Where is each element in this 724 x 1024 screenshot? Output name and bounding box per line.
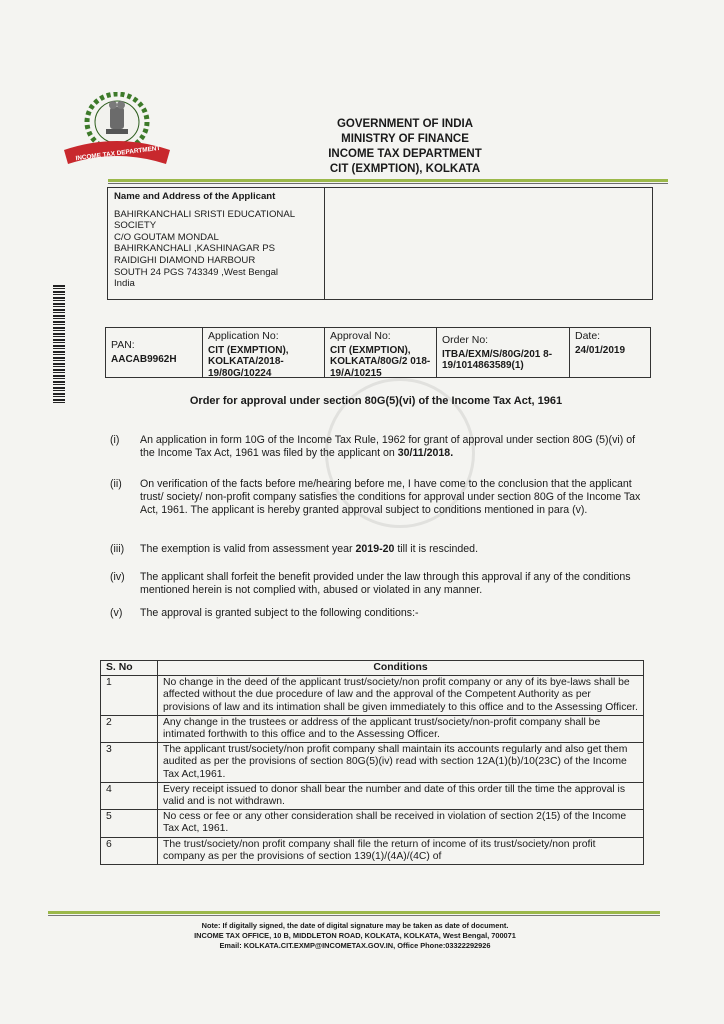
application-label: Application No:: [208, 330, 279, 342]
order-title: Order for approval under section 80G(5)(vi) of the Income Tax Act, 1961: [189, 395, 563, 407]
footer-contact: Email: KOLKATA.CIT.EXMP@INCOMETAX.GOV.IN, Office Phone:03322292926: [219, 941, 491, 950]
paragraph-text: On verification of the facts before me/hearing before me, I have come to the conclusion that the applicant trust/ society/ non-profit company satisfies the conditions for approval under section 80G of the Income Tax Act, 1961. The applicant is hereby granted approval subject to conditions mentioned in para (v).: [140, 478, 641, 516]
applicant-blank-cell: [325, 188, 652, 299]
header-divider: [108, 179, 668, 182]
condition-text: The applicant trust/society/non profit company shall maintain its accounts regularly and also get them audited as per the provisions of section 80G(5)(iv) read with section 12A(1)(b)/10(23C) of the Income Tax Act,1961.: [158, 743, 644, 783]
footer-divider: [48, 911, 660, 914]
applicant-box: [107, 187, 653, 300]
state-emblem-icon: [58, 92, 176, 178]
header-divider-thin: [108, 183, 668, 184]
table-row: [101, 782, 644, 809]
approval-value: CIT (EXMPTION), KOLKATA/80G/2 018-19/A/10215: [330, 344, 431, 379]
table-row: [101, 715, 644, 742]
table-row: [101, 676, 644, 716]
assessment-year: 2019-20: [355, 543, 395, 555]
footer-address: INCOME TAX OFFICE, 10 B, MIDDLETON ROAD, KOLKATA, KOLKATA, West Bengal, 700071: [194, 931, 516, 940]
applicant-line: RAIDIGHI DIAMOND HARBOUR: [114, 254, 256, 266]
paragraph-text: till it is rescinded.: [397, 543, 479, 555]
condition-text: No change in the deed of the applicant trust/society/non profit company or any of its bye-laws shall be affected without the due procedure of law and the approval of the Competent Authority as per provisions of law and its intimation shall be given immediately to this office and to the Assessing Officer.: [158, 676, 644, 716]
header-line-ministry: MINISTRY OF FINANCE: [341, 133, 469, 145]
logo-ribbon-text: INCOME TAX DEPARTMENT: [75, 144, 161, 163]
paragraph-text: The exemption is valid from assessment year: [140, 543, 353, 555]
paragraph-ii: [110, 478, 650, 516]
paragraph-number: (iii): [110, 543, 125, 555]
pan-label: PAN:: [111, 339, 135, 351]
applicant-line: BAHIRKANCHALI SRISTI EDUCATIONAL: [114, 208, 296, 220]
order-number-label: Order No:: [442, 334, 489, 346]
column-header-sno: S. No: [101, 661, 158, 676]
paragraph-number: (ii): [110, 478, 122, 490]
header-line-government: GOVERNMENT OF INDIA: [336, 118, 474, 130]
table-row: [101, 837, 644, 864]
applicant-line: SOUTH 24 PGS 743349 ,West Bengal: [114, 266, 279, 278]
condition-text: Every receipt issued to donor shall bear the number and date of this order till the time the approval is valid and is not withdrawn.: [158, 782, 644, 809]
order-info-row: [105, 327, 651, 378]
condition-number: 5: [101, 810, 158, 837]
paragraph-number: (iv): [110, 571, 125, 583]
date-value: 24/01/2019: [575, 344, 626, 356]
date-cell: [569, 327, 651, 378]
pan-value: AACAB9962H: [111, 353, 177, 365]
table-header-row: [101, 661, 644, 676]
applicant-line: C/O GOUTAM MONDAL: [114, 231, 219, 243]
condition-text: Any change in the trustees or address of the applicant trust/society/non-profit company shall be intimated forthwith to this office and to the Assessing Officer.: [158, 715, 644, 742]
paragraph-text: The applicant shall forfeit the benefit provided under the law through this approval if any of the conditions mentioned herein is not complied with, abused or violated in any manner.: [140, 571, 631, 596]
applicant-line: BAHIRKANCHALI ,KASHINAGAR PS: [114, 243, 276, 255]
footer-divider-thin: [48, 915, 660, 916]
condition-number: 2: [101, 715, 158, 742]
application-filed-date: 30/11/2018.: [397, 446, 454, 459]
application-cell: [202, 327, 325, 378]
paragraph-text: An application in form 10G of the Income Tax Rule, 1962 for grant of approval under section 80G (5)(vi) of the Income Tax Act, 1961 was filed by the applicant on: [140, 434, 636, 459]
applicant-line: SOCIETY: [114, 220, 157, 232]
applicant-line: India: [114, 278, 135, 290]
condition-number: 1: [101, 676, 158, 716]
table-row: [101, 743, 644, 783]
applicant-heading: Name and Address of the Applicant: [114, 191, 276, 202]
applicant-details: [108, 188, 325, 299]
document-footer: [120, 921, 590, 951]
condition-number: 3: [101, 743, 158, 783]
header-line-office: CIT (EXMPTION), KOLKATA: [329, 163, 481, 175]
applicant-address: [114, 209, 318, 290]
condition-number: 4: [101, 782, 158, 809]
paragraph-i: [110, 434, 650, 460]
order-number-value: ITBA/EXM/S/80G/201 8-19/1014863589(1): [442, 348, 553, 371]
paragraph-iii: [110, 543, 650, 556]
date-label: Date:: [575, 330, 601, 342]
approval-cell: [324, 327, 437, 378]
header-line-department: INCOME TAX DEPARTMENT: [328, 148, 482, 160]
condition-number: 6: [101, 837, 158, 864]
pan-cell: [105, 327, 203, 378]
paragraph-number: (i): [110, 434, 120, 446]
paragraph-number: (v): [110, 607, 123, 619]
footer-note: Note: If digitally signed, the date of digital signature may be taken as date of document.: [201, 921, 509, 930]
table-row: [101, 810, 644, 837]
application-value: CIT (EXMPTION), KOLKATA/2018-19/80G/10224: [208, 344, 289, 379]
condition-text: The trust/society/non profit company shall file the return of income of its trust/society/non profit company as per the provisions of section 139(1)/(4A)/(4C) of: [158, 837, 644, 864]
paragraph-text: The approval is granted subject to the following conditions:-: [140, 607, 419, 619]
order-number-cell: [436, 327, 570, 378]
condition-text: No cess or fee or any other consideration shall be received in violation of section 2(15) of the Income Tax Act, 1961.: [158, 810, 644, 837]
conditions-table: [100, 660, 644, 865]
column-header-conditions: Conditions: [158, 661, 644, 676]
income-tax-department-logo: [58, 92, 176, 178]
approval-label: Approval No:: [330, 330, 391, 342]
document-header: [300, 117, 510, 177]
barcode-strip: [53, 285, 65, 403]
paragraph-v: [110, 607, 650, 620]
paragraph-iv: [110, 571, 650, 597]
